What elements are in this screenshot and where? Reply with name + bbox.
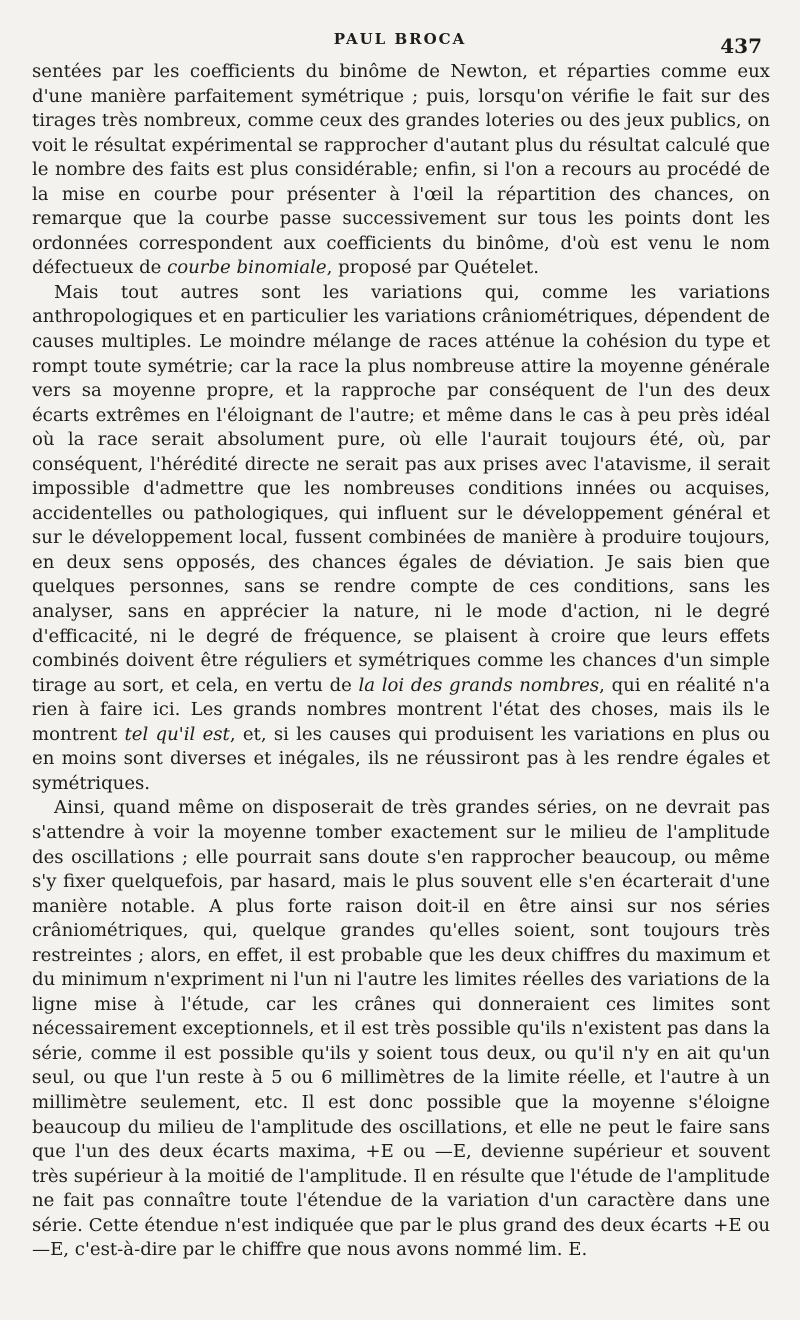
italic-term: tel qu'il est [124,723,230,745]
paragraph-text: , et, si les causes qui produisent les variations en plus ou en moins sont diverses et inégales, ils ne réussiront pas à les rendre égales et symétriques. [32,723,770,794]
running-head: PAUL BROCA [333,30,467,48]
paragraph-text: , qui en réalité n'a rien à faire ici. Les grands nombres montrent l'état des choses, mais ils le montrent [32,674,770,745]
paragraph-text: sentées par les coefficients du binôme de Newton, et réparties comme eux d'une manière parfaitement symétrique ; puis, lorsqu'on vérifie le fait sur des tirages très nombreux, comme ceux des grandes loteries ou des jeux publics, on voit le résultat expérimental se rapprocher d'autant plus du résultat calculé que le nombre des faits est plus considérable; enfin, si l'on a recours au procédé de la mise en courbe pour présenter à l'œil la répartition des chances, on remarque que la courbe passe successivement sur tous les points dont les ordonnées correspondent aux coefficients du binôme, d'où est venu le nom défectueux de [32,61,770,279]
paragraph-text: Mais tout autres sont les variations qui, comme les variations anthropologiques et en particulier les variations crâniométriques, dépendent de causes multiples. Le moindre mélange de races atténue la cohésion du type et rompt toute symétrie; car la race la plus nombreuse attire la moyenne générale vers sa moyenne propre, et la rapproche par conséquent de l'un des deux écarts extrêmes en l'éloignant de l'autre; et même dans le cas à peu près idéal où la race serait absolument pure, où elle l'aurait toujours été, où, par conséquent, l'hérédité directe ne serait pas aux prises avec l'atavisme, il serait impossible d'admettre que les nombreuses conditions innées ou acquises, accidentelles ou pathologiques, qui influent sur le développement général et sur le développement local, fussent combinées de manière à produire toujours, en deux sens opposés, des chances égales de déviation. Je sais bien que quelques personnes, sans se rendre compte de ces conditions, sans les analyser, sans en apprécier la nature, ni le mode d'action, ni le degré d'efficacité, ni le degré de fréquence, se plaisent à croire que leurs effets combinés doivent être réguliers et symétriques comme les chances d'un simple tirage au sort, et cela, en vertu de [32,281,770,696]
body-text [32,60,770,1263]
page-header [0,30,800,58]
paragraph-text: Ainsi, quand même on disposerait de très grandes séries, on ne devrait pas s'attendre à voir la moyenne tomber exactement sur le milieu de l'amplitude des oscillations ; elle pourrait sans doute s'en rapprocher beaucoup, ou même s'y fixer quelquefois, par hasard, mais le plus souvent elle s'en écarterait d'une manière notable. A plus forte raison doit-il en être ainsi sur nos séries crâniométriques, qui, quelque grandes qu'elles soient, sont toujours très restreintes ; alors, en effet, il est probable que les deux chiffres du maximum et du minimum n'expriment ni l'un ni l'autre les limites réelles des variations de la ligne mise à l'étude, car les crânes qui donneraient ces limites sont nécessairement exceptionnels, et il est très possible qu'ils n'existent pas dans la série, comme il est possible qu'ils y soient tous deux, ou qu'il n'y en ait qu'un seul, ou que l'un reste à 5 ou 6 millimètres de la limite réelle, et l'autre à un millimètre seulement, etc. Il est donc possible que la moyenne s'éloigne beaucoup du milieu de l'amplitude des oscillations, et elle ne peut le faire sans que l'un des deux écarts maxima, +E ou —E, devienne supérieur et souvent très supérieur à la moitié de l'amplitude. Il en résulte que l'étude de l'amplitude ne fait pas connaître toute l'étendue de la variation d'un caractère dans une série. Cette étendue n'est indiquée que par le plus grand des deux écarts +E ou —E, c'est-à-dire par le chiffre que nous avons nommé lim. E. [32,797,770,1261]
paragraph-text: , proposé par Quételet. [326,257,539,279]
italic-term: la loi des grands nombres [358,674,600,696]
paragraph [32,60,770,281]
page-number: 437 [720,34,762,58]
italic-term: courbe binomiale [167,257,327,279]
paragraph [32,281,770,796]
paragraph [32,796,770,1262]
